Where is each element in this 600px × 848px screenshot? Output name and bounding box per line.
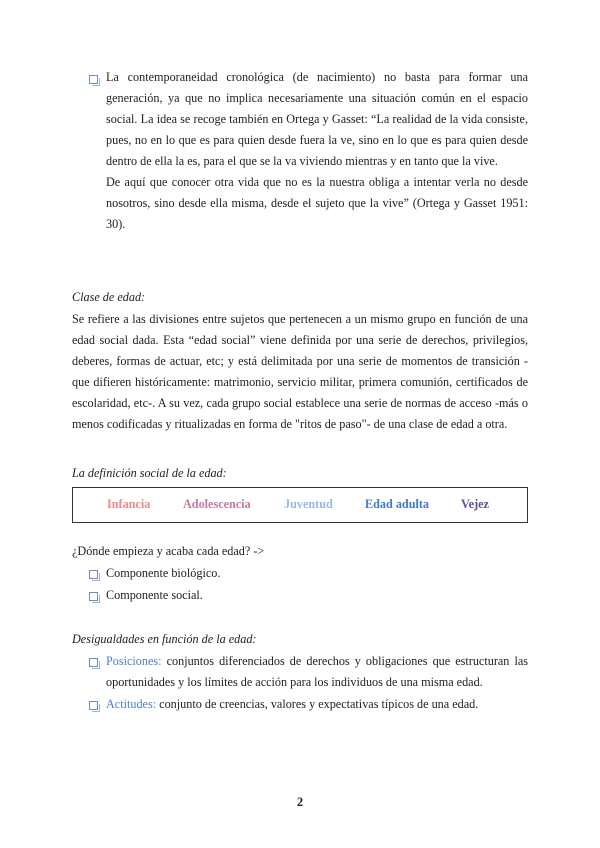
social-definition-heading: La definición social de la edad: [72, 466, 227, 480]
attitudes-term: Actitudes: [106, 697, 157, 711]
checkbox-bullet-icon [89, 592, 98, 601]
ortega-quote-paragraph: De aquí que conocer otra vida que no es la nuestra obliga a intentar verla no desde nosotros, sino desde ella misma, desde el sujeto que la vive” (Ortega y Gasset 1951: 30). [106, 175, 528, 231]
inequality-attitudes [106, 694, 528, 715]
checkbox-bullet-icon [89, 701, 98, 710]
stage-edad-adulta: Edad adulta [365, 497, 430, 511]
checkbox-bullet-icon [89, 658, 98, 667]
checkbox-bullet-icon [89, 570, 98, 579]
stage-vejez: Vejez [461, 497, 489, 511]
age-question: ¿Dónde empieza y acaba cada edad? -> [72, 544, 265, 558]
component-biological: Componente biológico. [106, 566, 221, 580]
inequality-positions [106, 651, 528, 693]
bullet-generation [106, 67, 528, 235]
stage-juventud: Juventud [284, 497, 333, 511]
attitudes-text: conjunto de creencias, valores y expectativas típicos de una edad. [156, 697, 479, 711]
inequalities-heading: Desigualdades en función de la edad: [72, 632, 257, 646]
positions-text: conjuntos diferenciados de derechos y obligaciones que estructuran las oportunidades y los límites de acción para los individuos de una misma edad. [106, 654, 528, 689]
positions-term: Posiciones: [106, 654, 162, 668]
age-class-paragraph: Se refiere a las divisiones entre sujetos que pertenecen a un mismo grupo en función de una edad social dada. Esta “edad social” viene definida por una serie de derechos, privilegios, deberes, formas de actuar, etc; y está delimitada por una serie de momentos de transición -que difieren históricamente: matrimonio, servicio militar, primera comunión, certificados de escolaridad, etc-. A su vez, cada grupo social establece una serie de normas de acceso -más o menos codificadas y ritualizadas en forma de "ritos de paso"- de una clase de edad a otra. [72, 312, 528, 431]
checkbox-bullet-icon [89, 75, 98, 84]
age-stages-box [72, 487, 528, 523]
component-social: Componente social. [106, 588, 203, 602]
page-number: 2 [296, 795, 304, 809]
stage-infancia: Infancia [107, 497, 151, 511]
age-class-heading: Clase de edad: [72, 290, 146, 304]
generation-paragraph: La contemporaneidad cronológica (de nacimiento) no basta para formar una generación, ya que no implica necesariamente una situación común en el espacio social. La idea se recoge también en Ortega y Gasset: “La realidad de la vida consiste, pues, no en lo que es para quien desde fuera la ve, sino en lo que es para quien desde dentro de ella la es, para el que se la va viviendo mientras y en tanto que la vive. [106, 70, 528, 168]
stage-adolescencia: Adolescencia [183, 497, 251, 511]
